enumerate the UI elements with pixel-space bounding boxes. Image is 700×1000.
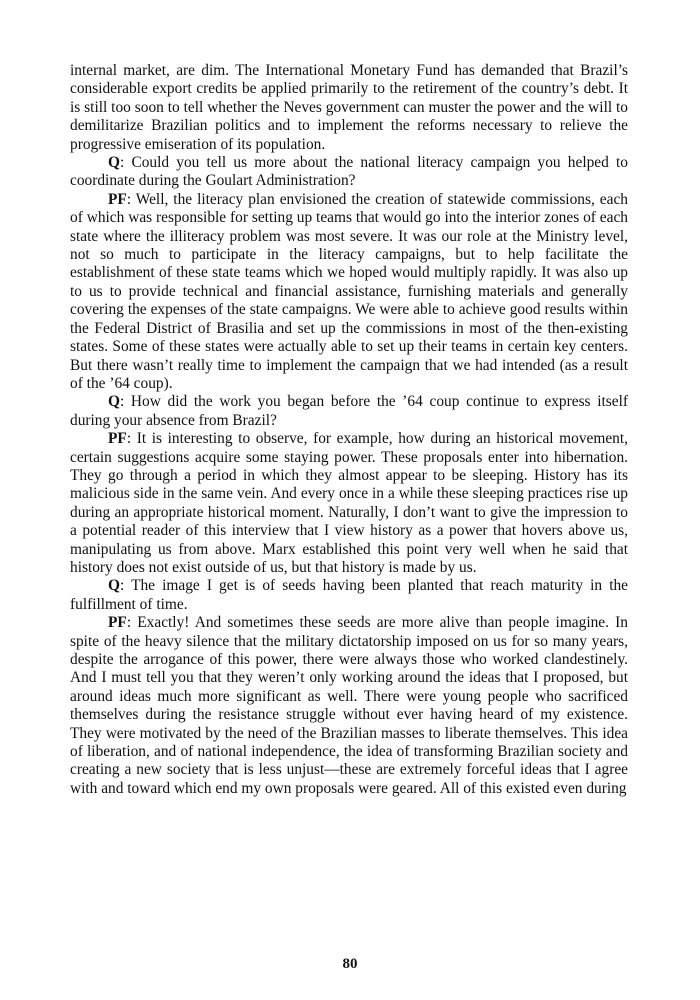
paragraph-4-text: : How did the work you began before the ’64 coup continue to express itself during your absence from Brazil? bbox=[70, 393, 628, 429]
speaker-q: Q bbox=[108, 393, 120, 411]
speaker-pf: PF bbox=[108, 190, 127, 208]
paragraph-3-text: : Well, the literacy plan envisioned the creation of statewide commissions, each of which was responsible for setting up teams that would go into the interior zones of each state where the illiteracy problem was most severe. It was our role at the Ministry level, not so much to participate in the literacy campaigns, but to help facilitate the establishment of these state teams which we hoped would multiply rapidly. It was also up to us to provide technical and financial assistance, furnishing materials and generally covering the expenses of the state campaigns. We were able to achieve good results within the Federal District of Brasilia and set up the commissions in most of the then-existing states. Some of these states were actually able to set up their teams in certain key centers. But there wasn’t really time to implement the campaign that we had intended (as a result of the ’64 coup). bbox=[70, 190, 628, 392]
speaker-q: Q bbox=[108, 577, 120, 595]
paragraph-1-text: internal market, are dim. The International Monetary Fund has demanded that Brazil’s considerable export credits be applied primarily to the retirement of the country’s debt. It is still too soon to tell whether the Neves government can muster the power and the will to demilitarize Brazilian politics and to implement the reforms necessary to relieve the progressive emiseration of its population. bbox=[70, 62, 628, 153]
paragraph-2 bbox=[70, 154, 628, 191]
body-text bbox=[70, 62, 628, 798]
paragraph-2-text: : Could you tell us more about the national literacy campaign you helped to coordinate during the Goulart Administration? bbox=[70, 154, 628, 190]
paragraph-6-text: : The image I get is of seeds having been planted that reach maturity in the fulfillment of time. bbox=[70, 577, 628, 613]
paragraph-3 bbox=[70, 191, 628, 393]
paragraph-5 bbox=[70, 430, 628, 577]
paragraph-7-text: : Exactly! And sometimes these seeds are more alive than people imagine. In spite of the heavy silence that the military dictatorship imposed on us for so many years, despite the arrogance of this power, there were always those who worked clandestinely. And I must tell you that they weren’t only working around the ideas that I proposed, but around ideas much more significant as well. There were young people who sacrificed themselves during the resistance struggle without ever having heard of my existence. They were motivated by the need of the Brazilian masses to liberate themselves. This idea of liberation, and of national independence, the idea of transforming Brazilian society and creating a new society that is less unjust—these are extremely forceful ideas that I agree with and toward which end my own proposals were geared. All of this existed even during bbox=[70, 614, 628, 797]
page-number: 80 bbox=[342, 956, 358, 972]
speaker-pf: PF bbox=[108, 430, 127, 448]
paragraph-1 bbox=[70, 62, 628, 154]
speaker-q: Q bbox=[108, 154, 120, 172]
paragraph-6 bbox=[70, 577, 628, 614]
paragraph-4 bbox=[70, 393, 628, 430]
paragraph-5-text: : It is interesting to observe, for example, how during an historical movement, certain suggestions acquire some staying power. These proposals enter into hibernation. They go through a period in which they almost appear to be sleeping. History has its malicious side in the same vein. And every once in a while these sleeping practices rise up during an appropriate historical moment. Naturally, I don’t want to give the impression to a potential reader of this interview that I view history as a power that hovers above us, manipulating us from above. Marx established this point very well when he said that history does not exist outside of us, but that history is made by us. bbox=[70, 430, 628, 576]
speaker-pf: PF bbox=[108, 614, 127, 632]
paragraph-7 bbox=[70, 614, 628, 798]
